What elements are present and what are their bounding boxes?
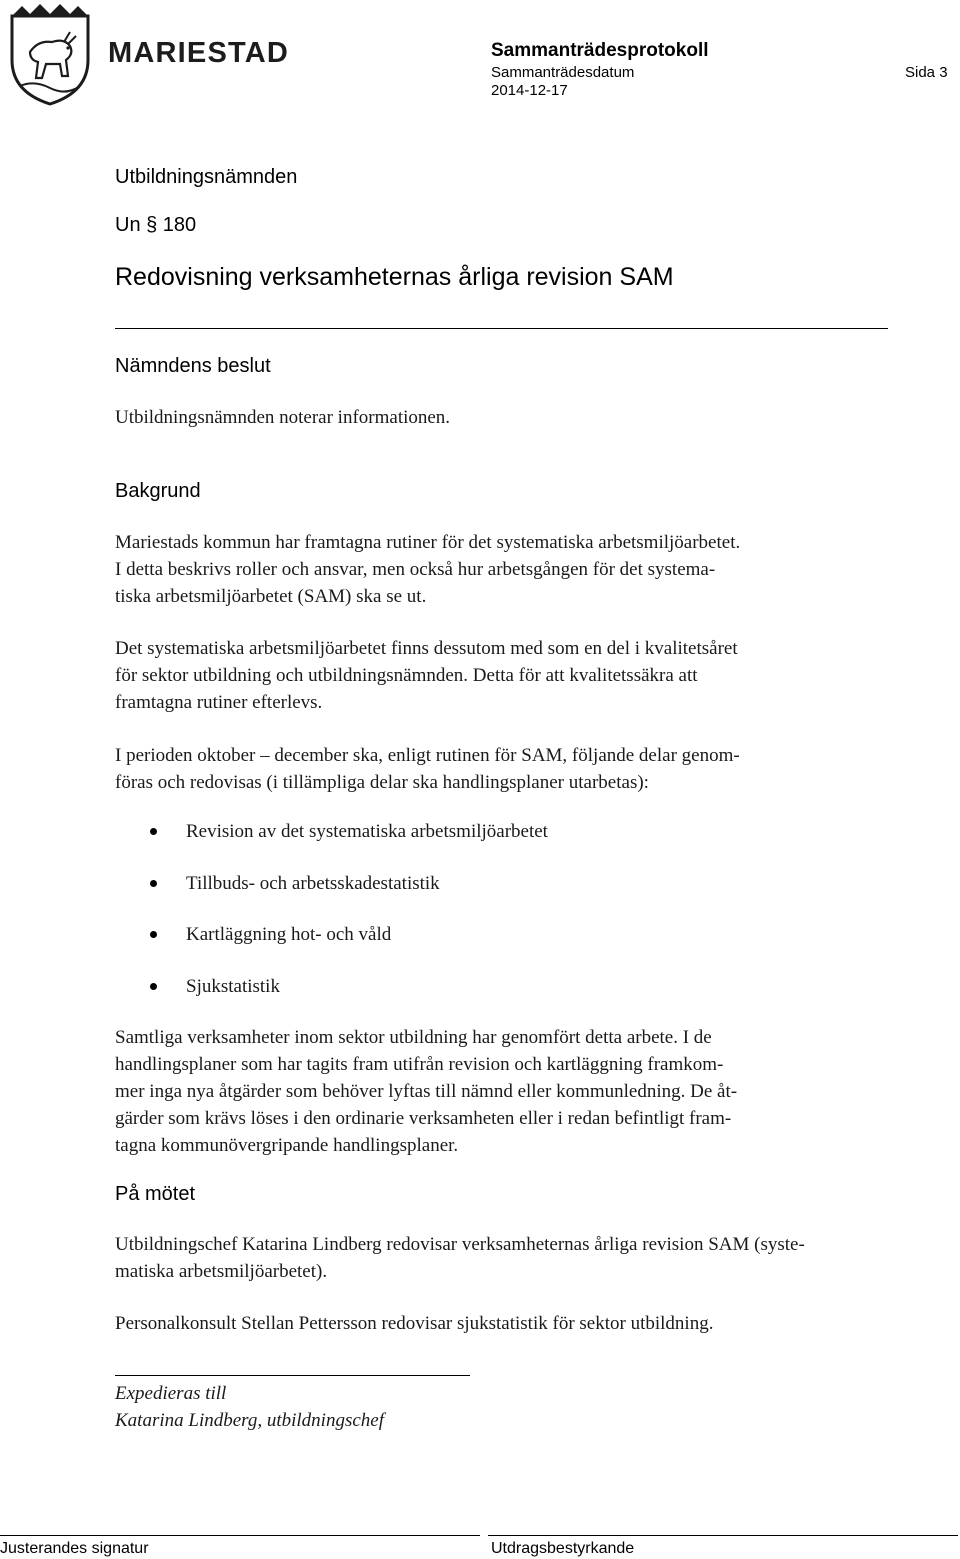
text-line: handlingsplaner som har tagits fram utifrån revision och kartläggning framkom-	[115, 1054, 724, 1075]
bullet-icon	[150, 880, 157, 887]
text-line: Mariestads kommun har framtagna rutiner för det systematiska arbetsmiljöarbetet.	[115, 532, 741, 553]
logo-wordmark: MARIESTAD	[108, 37, 290, 69]
list-item: Sjukstatistik	[150, 973, 548, 1025]
committee-heading: Utbildningsnämnden	[115, 166, 298, 188]
bullet-icon	[150, 983, 157, 990]
list-item: Tillbuds- och arbetsskadestatistik	[150, 870, 548, 922]
meeting-paragraph-1	[115, 1231, 805, 1285]
text-line: för sektor utbildning och utbildningsnämnden. Detta för att kvalitetssäkra att	[115, 665, 698, 686]
dispatch-divider	[115, 1375, 470, 1376]
decision-heading: Nämndens beslut	[115, 355, 271, 377]
bullet-icon	[150, 828, 157, 835]
text-line: Det systematiska arbetsmiljöarbetet finns dessutom med som en del i kvalitetsåret	[115, 638, 738, 659]
background-paragraph-1	[115, 529, 740, 610]
text-line: föras och redovisas (i tillämpliga delar ska handlingsplaner utarbetas):	[115, 772, 649, 793]
title-divider	[115, 328, 888, 329]
text-line: gärder som krävs löses i den ordinarie verksamheten eller i redan befintligt fram-	[115, 1108, 732, 1129]
background-paragraph-4	[115, 1024, 737, 1159]
text-line: I perioden oktober – december ska, enligt rutinen för SAM, följande delar genom-	[115, 745, 740, 766]
bullet-list	[150, 818, 548, 1024]
footer-signature-label: Justerandes signatur	[0, 1540, 149, 1557]
case-number: Un § 180	[115, 214, 197, 236]
text-line: Utbildningschef Katarina Lindberg redovisar verksamheternas årliga revision SAM (syste-	[115, 1234, 805, 1255]
background-heading: Bakgrund	[115, 480, 201, 502]
meeting-date-value: 2014-12-17	[491, 82, 568, 99]
text-line: framtagna rutiner efterlevs.	[115, 692, 323, 713]
list-item: Revision av det systematiska arbetsmiljöarbetet	[150, 818, 548, 870]
background-paragraph-3	[115, 742, 740, 796]
meeting-paragraph-2: Personalkonsult Stellan Pettersson redovisar sjukstatistik för sektor utbildning.	[115, 1313, 714, 1334]
text-line: mer inga nya åtgärder som behöver lyftas till nämnd eller kommunledning. De åt-	[115, 1081, 738, 1102]
coat-of-arms-logo	[8, 2, 92, 106]
meeting-date-label: Sammanträdesdatum	[491, 64, 635, 81]
text-line: matiska arbetsmiljöarbetet).	[115, 1261, 328, 1282]
footer-left-rule	[0, 1535, 480, 1536]
page-number: Sida 3	[905, 64, 948, 81]
text-line: Samtliga verksamheter inom sektor utbildning har genomfört detta arbete. I de	[115, 1027, 712, 1048]
document-title: Sammanträdesprotokoll	[491, 40, 709, 61]
dispatch-recipient: Katarina Lindberg, utbildningschef	[115, 1410, 384, 1431]
dispatch-label: Expedieras till	[115, 1383, 227, 1404]
footer-right-rule	[488, 1535, 958, 1536]
case-title: Redovisning verksamheternas årliga revision SAM	[115, 263, 674, 291]
text-line: tagna kommunövergripande handlingsplaner.	[115, 1135, 459, 1156]
footer-certification-label: Utdragsbestyrkande	[491, 1540, 635, 1557]
decision-text: Utbildningsnämnden noterar informationen.	[115, 407, 451, 428]
background-paragraph-2	[115, 635, 738, 716]
list-item: Kartläggning hot- och våld	[150, 921, 548, 973]
meeting-heading: På mötet	[115, 1183, 196, 1205]
text-line: tiska arbetsmiljöarbetet (SAM) ska se ut.	[115, 586, 427, 607]
bullet-icon	[150, 931, 157, 938]
text-line: I detta beskrivs roller och ansvar, men också hur arbetsgången för det systema-	[115, 559, 716, 580]
